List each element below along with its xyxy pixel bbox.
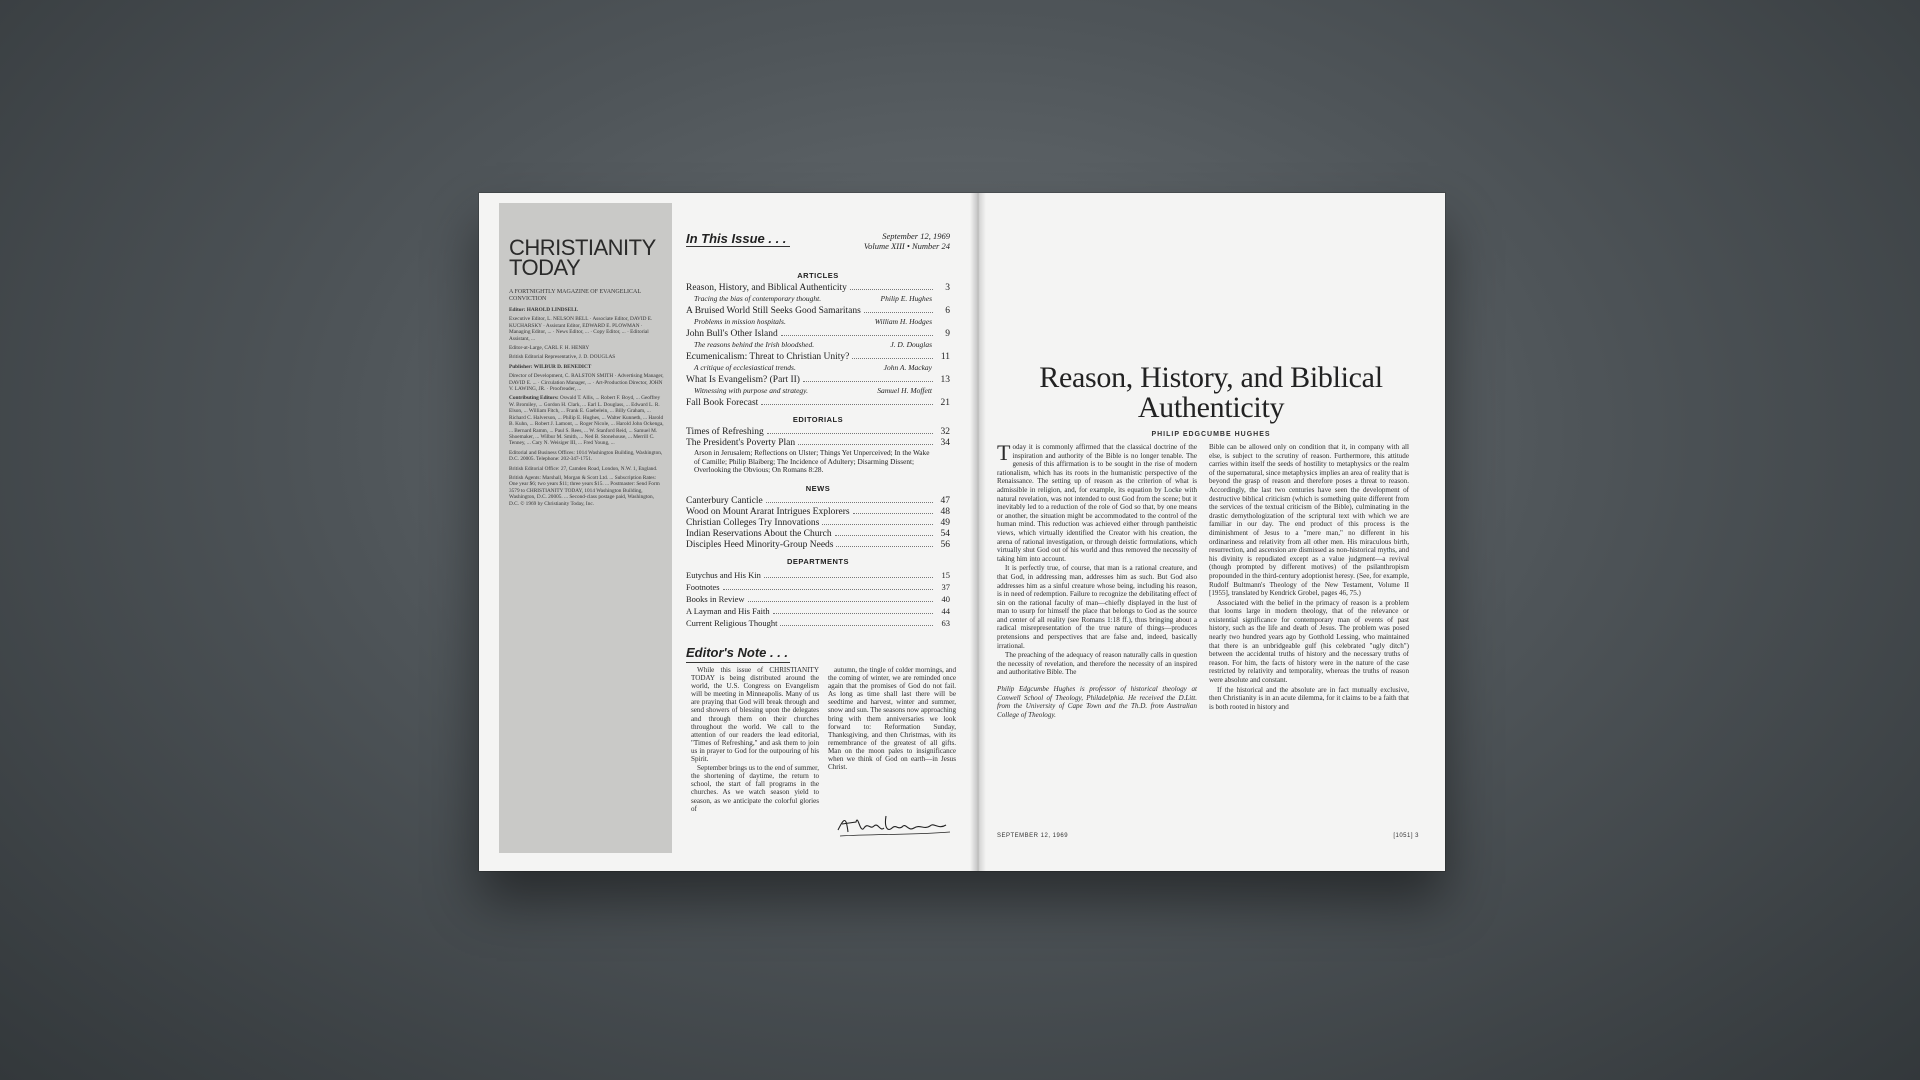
toc-entry-title: Fall Book Forecast	[686, 398, 759, 408]
editors-note-header	[686, 645, 806, 663]
article-paragraph	[997, 440, 1197, 563]
toc-entry-dek: Tracing the bias of contemporary thought.	[694, 294, 822, 303]
departments-heading: DEPARTMENTS	[786, 556, 850, 566]
toc-entry-author: Philip E. Hughes	[880, 294, 932, 303]
toc-entry[interactable]	[686, 605, 950, 617]
toc-entry-page: 6	[945, 306, 950, 316]
toc-entry-subtitle	[686, 363, 950, 375]
toc-entry[interactable]	[686, 352, 950, 363]
toc-entry-title: John Bull's Other Island	[686, 329, 778, 339]
masthead-staff	[509, 307, 664, 510]
toc-entry-author: William H. Hodges	[874, 317, 932, 326]
article-paragraph	[997, 564, 1197, 650]
editors-note-rule	[686, 662, 790, 663]
article-paragraph: If the historical and the absolute are in fact mutually exclusive, then Christianity is in an acute dilemma, for it claims to be a faith that is both rooted in history and	[1209, 685, 1409, 711]
toc-entry-dek: A critique of ecclesiastical trends.	[694, 363, 796, 372]
toc-entry-subtitle	[686, 340, 950, 352]
toc-leader-dots	[852, 358, 933, 359]
article-paragraph-text: The preaching of the adequacy of reason naturally calls in question the necessity of revelation, and therefore the necessity of an inspired and authoritative Bible. The	[997, 651, 1197, 677]
editors-note-column-2	[828, 666, 956, 772]
logo-line-1: CHRISTIANITY	[509, 235, 656, 260]
toc-entry-page: 11	[940, 352, 950, 362]
toc-entry[interactable]	[686, 518, 950, 529]
toc-leader-dots	[723, 589, 933, 590]
toc-entry[interactable]	[686, 398, 950, 409]
masthead-column	[499, 203, 672, 853]
departments-list	[686, 569, 950, 629]
editorials-heading: EDITORIALS	[792, 415, 844, 424]
editors-note-paragraph: While this issue of CHRISTIANITY TODAY is being distributed around the world, the U.S. Congress on Evangelism will be meeting in Minneapolis. Many of us are praying that God will break through and send showers of blessing upon the delegates and through them on their churches throughout the world. We call to the attention of our readers the lead editorial, "Times of Refreshing," and ask them to join us in prayer to God for the outpouring of his Spirit.	[691, 666, 819, 764]
toc-entry[interactable]	[686, 283, 950, 294]
toc-entry-page: 44	[941, 605, 950, 616]
british-representative: British Editorial Representative, J. D. DOUGLAS	[509, 354, 616, 361]
toc-entry-title: Indian Reservations About the Church	[686, 528, 832, 539]
date-line: September 12, 1969	[882, 231, 950, 241]
toc-entry-page: 49	[940, 517, 950, 528]
toc-leader-dots	[761, 404, 933, 405]
toc-leader-dots	[798, 444, 933, 445]
toc-title-rule	[686, 246, 790, 247]
subscription-info: British Agents: Marshall, Morgan & Scott Ltd. ... Subscription Rates: One year $6; two years $11; three years $15. ... Postmaster: Send Form 3579 to CHRISTIANITY TODAY, 1014 Washington Building, Washington, D.C. 20005. ... Second-class postage paid, Washington, D.C. © 1969 by Christianity Today, Inc.	[509, 474, 660, 507]
toc-entry-page: 47	[940, 495, 950, 506]
toc-entry-author: Samuel H. Moffett	[877, 386, 932, 395]
toc-entry-title: Canterbury Canticle	[686, 495, 763, 506]
right-page	[977, 193, 1445, 871]
toc-entry[interactable]	[686, 496, 950, 507]
editors-note-column-1	[691, 666, 819, 814]
article-byline: PHILIP EDGCUMBE HUGHES	[1151, 431, 1271, 438]
author-bio: Philip Edgcumbe Hughes is professor of historical theology at Conwell School of Theology, Philadelphia. He received the D.Litt. from the University of Cape Town and the Th.D. from Australian College of Theology.	[997, 685, 1197, 719]
toc-leader-dots	[767, 433, 933, 434]
toc-leader-dots	[836, 546, 933, 547]
christianity-today-logo	[509, 235, 656, 280]
toc-leader-dots	[781, 335, 933, 336]
toc-entry-subtitle	[686, 317, 950, 329]
toc-entry-title: What Is Evangelism? (Part II)	[686, 375, 800, 385]
left-page	[479, 193, 977, 871]
toc-entry-page: 34	[940, 438, 950, 448]
toc-entry-title: A Bruised World Still Seeks Good Samaritans	[686, 306, 861, 316]
toc-entry-dek: Problems in mission hospitals.	[694, 317, 786, 326]
toc-leader-dots	[864, 312, 933, 313]
toc-entry[interactable]	[686, 581, 950, 593]
staff-block: Executive Editor, L. NELSON BELL · Associate Editor, DAVID E. KUCHARSKY · Assistant Editor, EDWARD E. PLOWMAN · Managing Editor, ... · News Editor, ... · Copy Editor, ... · Editorial Assistant, ...	[509, 316, 653, 342]
toc-entry-page: 21	[940, 398, 950, 408]
toc-entry[interactable]	[686, 427, 950, 438]
toc-entry[interactable]	[686, 529, 950, 540]
toc-entry[interactable]	[686, 306, 950, 317]
toc-entry-dek: The reasons behind the Irish bloodshed.	[694, 340, 815, 349]
drop-cap: T	[997, 440, 1011, 465]
offices: Editorial and Business Offices: 1014 Washington Building, Washington, D.C. 20005. Telephone: 202-347-1751.	[509, 449, 663, 463]
news-list	[686, 496, 950, 551]
editor-line: Editor: HAROLD LINDSELL	[509, 307, 579, 313]
toc-entry-title: A Layman and His Faith	[686, 605, 770, 616]
toc-entry-dek: Witnessing with purpose and strategy.	[694, 386, 808, 395]
toc-entry[interactable]	[686, 329, 950, 340]
editors-note-paragraph: autumn, the tingle of colder mornings, and the coming of winter, we are reminded once again that the promises of God do not fail. As long as time shall last there will be seedtime and harvest, winter and summer, snow and sun. The seasons now approaching bring with them anniversaries we look forward to: Reformation Sunday, Thanksgiving, and then Christmas, with its remembrance of the greatest of all gifts. Man on the moon pales to insignificance when we think of God on earth—in Jesus Christ.	[828, 666, 956, 772]
editors-note-paragraph: September brings us to the end of summer, the shortening of daytime, the return to school, the start of fall programs in the churches. As we watch season yield to season, as we anticipate the colorful glories of	[691, 764, 819, 813]
footer-page-number: [1051] 3	[1393, 833, 1419, 839]
toc-entry-title: Footnotes	[686, 581, 720, 592]
toc-leader-dots	[766, 502, 933, 503]
article-column-1	[997, 440, 1197, 720]
toc-leader-dots	[780, 625, 933, 626]
logo-line-2: TODAY	[509, 255, 581, 280]
toc-entry-subtitle	[686, 386, 950, 398]
footer-date: SEPTEMBER 12, 1969	[997, 833, 1069, 839]
article-paragraph-text: It is perfectly true, of course, that man is a rational creature, and that God, in addressing man, addresses him as such. But God also addresses him as a sinful creature whose being, including his reason, is in need of redemption. Failure to recognize the debilitating effect of sin on the rational faculty of man—chiefly displayed in the lust of man to usurp for himself the place that belongs to God as the source and center of all reality (see Romans 1:18 ff.), thus bringing about a radical misrepresentation of the true nature of things—produces pretensions and perspectives that are false and, indeed, basically irrational.	[997, 564, 1197, 650]
toc-entry-title: Wood on Mount Ararat Intrigues Explorers	[686, 506, 850, 517]
magazine-spine	[970, 193, 986, 871]
toc-entry-page: 40	[941, 593, 950, 604]
toc-entry-title: Disciples Heed Minority-Group Needs	[686, 539, 834, 550]
table-of-contents	[686, 231, 950, 629]
toc-entry-subtitle	[686, 294, 950, 306]
toc-entry-page: 48	[940, 506, 950, 517]
toc-entry[interactable]	[686, 593, 950, 605]
toc-entry-page: 9	[945, 329, 950, 339]
editor-at-large: Editor-at-Large, CARL F. H. HENRY	[509, 345, 590, 352]
toc-entry-page: 56	[940, 539, 950, 550]
articles-heading: ARTICLES	[797, 271, 839, 280]
editorials-note: Arson in Jerusalem; Reflections on Ulster; Things Yet Unperceived; In the Wake of Camille; Philip Blaiberg; The Incidence of Adultery; Disarming Dissent; Overlooking the Obvious; On Romans 8:28.	[694, 448, 930, 474]
toc-leader-dots	[803, 381, 933, 382]
contributing-block: Oswald T. Allis, ... Robert F. Boyd, ... Geoffrey W. Bromiley, ... Gordon H. Clark, ... Earl L. Douglass, ... Edward L. R. Elson, ... William Fitch, ... Frank E. Gaebelein, ... Billy Graham, ... Richard C. Halverson, ... Philip E. Hughes, ... Walter Kunneth, ... Harold B. Kuhn, ... Robert J. Lamont, ... Roger Nicole, ... Harold John Ockenga, ... Bernard Ramm, ... Paul S. Rees, ... W. Stanford Reid, ... Samuel M. Shoemaker, ... Wilbur M. Smith, ... Ned B. Stonehouse, ... Merrill C. Tenney, ... Cary N. Weisiger III, ... Fred Young, ...	[509, 395, 664, 447]
toc-entry-page: 54	[940, 528, 950, 539]
toc-entry-title: Books in Review	[686, 593, 745, 604]
toc-leader-dots	[764, 577, 933, 578]
toc-entry-author: J. D. Douglas	[890, 340, 932, 349]
toc-leader-dots	[853, 513, 933, 514]
toc-entry-title: Eutychus and His Kin	[686, 569, 761, 580]
toc-leader-dots	[748, 601, 933, 602]
tagline: A FORTNIGHTLY MAGAZINE OF EVANGELICAL CONVICTION	[509, 289, 641, 302]
toc-leader-dots	[850, 289, 933, 290]
toc-entry-title: Ecumenicalism: Threat to Christian Unity?	[686, 352, 850, 362]
article-title: Reason, History, and Biblical Authenticity	[1039, 361, 1383, 424]
toc-entry[interactable]	[686, 569, 950, 581]
articles-list	[686, 283, 950, 409]
toc-entry-author: John A. Mackay	[883, 363, 932, 372]
toc-entry[interactable]	[686, 617, 950, 629]
contributing-head: Contributing Editors:	[509, 395, 559, 402]
toc-entry-page: 63	[941, 617, 950, 628]
publisher-line: Publisher: WILBUR D. BENEDICT	[509, 363, 592, 370]
toc-leader-dots	[835, 535, 933, 536]
toc-leader-dots	[773, 613, 933, 614]
open-magazine	[479, 193, 1445, 871]
article-paragraph: Bible can be allowed only on condition that it, in company with all else, is subject to the scrutiny of reason. Furthermore, this attitude carries within itself the seeds of hostility to metaphysics or the realm of the supernatural, since metaphysics implies an area of reality that is beyond the grasp of reason and therefore poses a threat to reason. Accordingly, the last two centuries have seen the development of destructive biblical criticism (which is something quite different from the services of the textual criticism of the Bible), culminating in the drastic demythologization of the scriptural text with which we are familiar in our day. The end product of this process is the diminishment of Jesus to a "mere man," no different in his ordinariness and relativity from all other men. His miraculous birth, resurrection, and ascension are dismissed as non-historical myths, and his divinity is repudiated except as a value judgment—a revival (though prompted by different motives) of the psilanthropism propounded in the third-century adoptionist heresy. (See, for example, Rudolf Bultmann's Theology of the New Testament, Volume II [1955], translated by Kendrick Grobel, pages 46, 75.)	[1209, 443, 1409, 598]
toc-entry-title: Christian Colleges Try Innovations	[686, 517, 820, 528]
toc-entry-title: Times of Refreshing	[686, 427, 764, 437]
article-paragraph: Associated with the belief in the primacy of reason is a problem that looms large in modern theology, that of the relevance or existential significance for contemporary man of events of past history, such as the life and death of Jesus. The problem was posed nearly two hundred years ago by Gotthold Lessing, who maintained that there is an unbridgeable gulf (his celebrated "ugly ditch") between the accidental truths of history and the necessary truths of reason. For him, the facts of history were in the nature of the case restricted by relativity and temporality, whereas the truths of reason were absolute and constant.	[1209, 598, 1409, 685]
editorials-list	[686, 427, 950, 449]
toc-entry[interactable]	[686, 375, 950, 386]
publisher-block: Director of Development, C. RALSTON SMITH · Advertising Manager, DAVID E. ... · Circulation Manager, ... · Art-Production Director, JOHN V. LAWING, JR. · Proofreader, ...	[509, 373, 664, 393]
article-column-2	[1209, 443, 1409, 712]
editor-signature	[834, 810, 954, 840]
british-office: British Editorial Office: 27, Camden Road, London, N.W. 1, England.	[509, 465, 658, 472]
toc-entry-title: The President's Poverty Plan	[686, 438, 796, 448]
article-paragraph-text: oday it is commonly affirmed that the classical doctrine of the inspiration and authority of the Bible is no longer tenable. The genesis of this affirmation is to be sought in the rise of modern rationalism, which has its roots in the humanistic perspective of the Renaissance. The setting up of reason as the criterion of what is admissible in religion, and, for example, its equation by Locke with natural revelation, was not intended to oust God from the scene; but it inevitably led to a reduction of the role of God so that, by one means or another, the situation might be accommodated to the control of the human mind. This reduction was achieved either through pantheistic views, which virtually identified the Creator with his creation, the arena of rational investigation, or through deistic formulations, which virtually shut God out of his world and thus removed the necessity of taking him into account.	[997, 443, 1197, 563]
toc-entry-page: 37	[941, 581, 950, 592]
toc-entry-page: 15	[941, 569, 950, 580]
toc-entry-page: 32	[940, 427, 950, 437]
toc-title: In This Issue . . .	[686, 231, 787, 246]
toc-leader-dots	[822, 524, 933, 525]
toc-entry-page: 3	[945, 283, 950, 293]
volume-line: Volume XIII • Number 24	[863, 241, 950, 251]
toc-entry-title: Current Religious Thought	[686, 617, 778, 628]
toc-entry[interactable]	[686, 540, 950, 551]
editors-note-title: Editor's Note . . .	[686, 645, 789, 660]
toc-entry-title: Reason, History, and Biblical Authenticity	[686, 283, 847, 293]
article-paragraph	[997, 651, 1197, 677]
news-heading: NEWS	[805, 483, 831, 493]
issue-date	[864, 231, 950, 251]
toc-entry[interactable]	[686, 507, 950, 518]
toc-entry-page: 13	[940, 375, 950, 385]
